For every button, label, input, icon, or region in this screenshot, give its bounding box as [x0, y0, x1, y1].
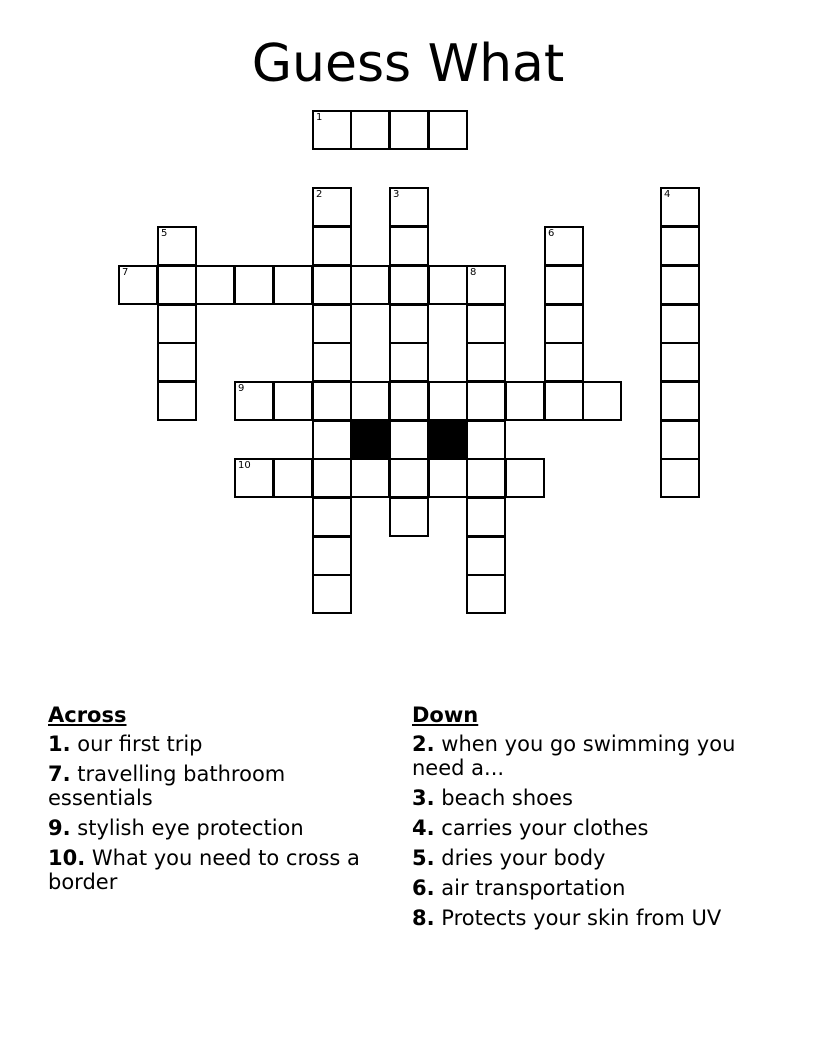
grid-cell[interactable] — [157, 304, 197, 344]
grid-cell[interactable] — [660, 342, 700, 382]
clue-number: 2. — [412, 732, 435, 756]
grid-cell[interactable] — [544, 265, 584, 305]
grid-cell[interactable] — [428, 458, 468, 498]
grid-cell[interactable] — [505, 458, 545, 498]
clue-number: 7 — [122, 267, 129, 278]
down-heading: Down — [412, 703, 479, 727]
grid-cell[interactable] — [466, 458, 506, 498]
grid-cell[interactable] — [157, 381, 197, 421]
grid-cell[interactable] — [428, 110, 468, 150]
grid-cell[interactable] — [312, 458, 352, 498]
grid-cell[interactable] — [389, 458, 429, 498]
grid-cell[interactable] — [157, 226, 197, 266]
grid-cell[interactable] — [389, 226, 429, 266]
grid-block — [350, 420, 390, 460]
clue-number: 5 — [161, 228, 168, 239]
grid-cell[interactable] — [312, 265, 352, 305]
clue-number: 1. — [48, 732, 71, 756]
clue-text: air transportation — [441, 876, 626, 900]
grid-cell[interactable] — [466, 381, 506, 421]
grid-cell[interactable] — [350, 458, 390, 498]
clue-text: stylish eye protection — [77, 816, 304, 840]
grid-cell[interactable] — [118, 265, 158, 305]
grid-cell[interactable] — [350, 110, 390, 150]
grid-cell[interactable] — [389, 265, 429, 305]
across-heading: Across — [48, 703, 127, 727]
grid-cell[interactable] — [312, 420, 352, 460]
clue-number: 2 — [316, 189, 323, 200]
clue-number: 7. — [48, 762, 71, 786]
clue-number: 4 — [664, 189, 671, 200]
clue-number: 4. — [412, 816, 435, 840]
down-clues — [412, 702, 772, 936]
grid-cell[interactable] — [312, 381, 352, 421]
grid-cell[interactable] — [350, 381, 390, 421]
across-clue — [48, 816, 388, 840]
clue-number: 9 — [238, 383, 245, 394]
grid-cell[interactable] — [466, 304, 506, 344]
clue-number: 10. — [48, 846, 86, 870]
across-clue — [48, 732, 388, 756]
grid-cell[interactable] — [389, 497, 429, 537]
grid-cell[interactable] — [466, 265, 506, 305]
grid-cell[interactable] — [660, 458, 700, 498]
grid-block — [428, 420, 468, 460]
grid-cell[interactable] — [312, 574, 352, 614]
across-clues — [48, 702, 388, 900]
grid-cell[interactable] — [234, 381, 274, 421]
grid-cell[interactable] — [660, 304, 700, 344]
grid-cell[interactable] — [660, 420, 700, 460]
grid-cell[interactable] — [389, 342, 429, 382]
clue-text: beach shoes — [441, 786, 573, 810]
grid-cell[interactable] — [660, 226, 700, 266]
grid-cell[interactable] — [312, 110, 352, 150]
clue-number: 8 — [470, 267, 477, 278]
grid-cell[interactable] — [312, 187, 352, 227]
grid-cell[interactable] — [466, 497, 506, 537]
grid-cell[interactable] — [234, 265, 274, 305]
clue-text: our first trip — [77, 732, 203, 756]
clue-text: What you need to cross a border — [48, 846, 360, 894]
grid-cell[interactable] — [234, 458, 274, 498]
across-clue — [48, 762, 388, 810]
grid-cell[interactable] — [544, 226, 584, 266]
grid-cell[interactable] — [312, 536, 352, 576]
grid-cell[interactable] — [544, 304, 584, 344]
clue-number: 10 — [238, 460, 251, 471]
grid-cell[interactable] — [389, 381, 429, 421]
grid-cell[interactable] — [466, 342, 506, 382]
grid-cell[interactable] — [544, 342, 584, 382]
clue-text: when you go swimming you need a... — [412, 732, 736, 780]
down-clue — [412, 846, 772, 870]
grid-cell[interactable] — [312, 304, 352, 344]
grid-cell[interactable] — [389, 110, 429, 150]
grid-cell[interactable] — [273, 265, 313, 305]
grid-cell[interactable] — [428, 265, 468, 305]
grid-cell[interactable] — [273, 381, 313, 421]
grid-cell[interactable] — [428, 381, 468, 421]
grid-cell[interactable] — [660, 265, 700, 305]
grid-cell[interactable] — [195, 265, 235, 305]
puzzle-title: Guess What — [251, 34, 565, 94]
grid-cell[interactable] — [350, 265, 390, 305]
clue-number: 6 — [548, 228, 555, 239]
clue-text: carries your clothes — [441, 816, 649, 840]
grid-cell[interactable] — [505, 381, 545, 421]
down-clue — [412, 732, 772, 780]
grid-cell[interactable] — [312, 497, 352, 537]
grid-cell[interactable] — [466, 574, 506, 614]
clue-number: 6. — [412, 876, 435, 900]
grid-cell[interactable] — [389, 187, 429, 227]
grid-cell[interactable] — [660, 187, 700, 227]
clue-text: Protects your skin from UV — [441, 906, 722, 930]
grid-cell[interactable] — [389, 420, 429, 460]
down-clue — [412, 906, 772, 930]
grid-cell[interactable] — [312, 342, 352, 382]
grid-cell[interactable] — [157, 265, 197, 305]
grid-cell[interactable] — [157, 342, 197, 382]
grid-cell[interactable] — [273, 458, 313, 498]
grid-cell[interactable] — [389, 304, 429, 344]
grid-cell[interactable] — [466, 420, 506, 460]
across-clue — [48, 846, 388, 894]
down-clue — [412, 816, 772, 840]
clue-number: 8. — [412, 906, 435, 930]
clue-number: 5. — [412, 846, 435, 870]
clue-number: 1 — [316, 112, 323, 123]
grid-cell[interactable] — [466, 536, 506, 576]
clue-number: 9. — [48, 816, 71, 840]
clue-text: travelling bathroom essentials — [48, 762, 286, 810]
grid-cell[interactable] — [582, 381, 622, 421]
grid-cell[interactable] — [544, 381, 584, 421]
clue-number: 3 — [393, 189, 400, 200]
down-clue — [412, 876, 772, 900]
grid-cell[interactable] — [660, 381, 700, 421]
grid-cell[interactable] — [312, 226, 352, 266]
clue-number: 3. — [412, 786, 435, 810]
down-clue — [412, 786, 772, 810]
clue-text: dries your body — [441, 846, 606, 870]
